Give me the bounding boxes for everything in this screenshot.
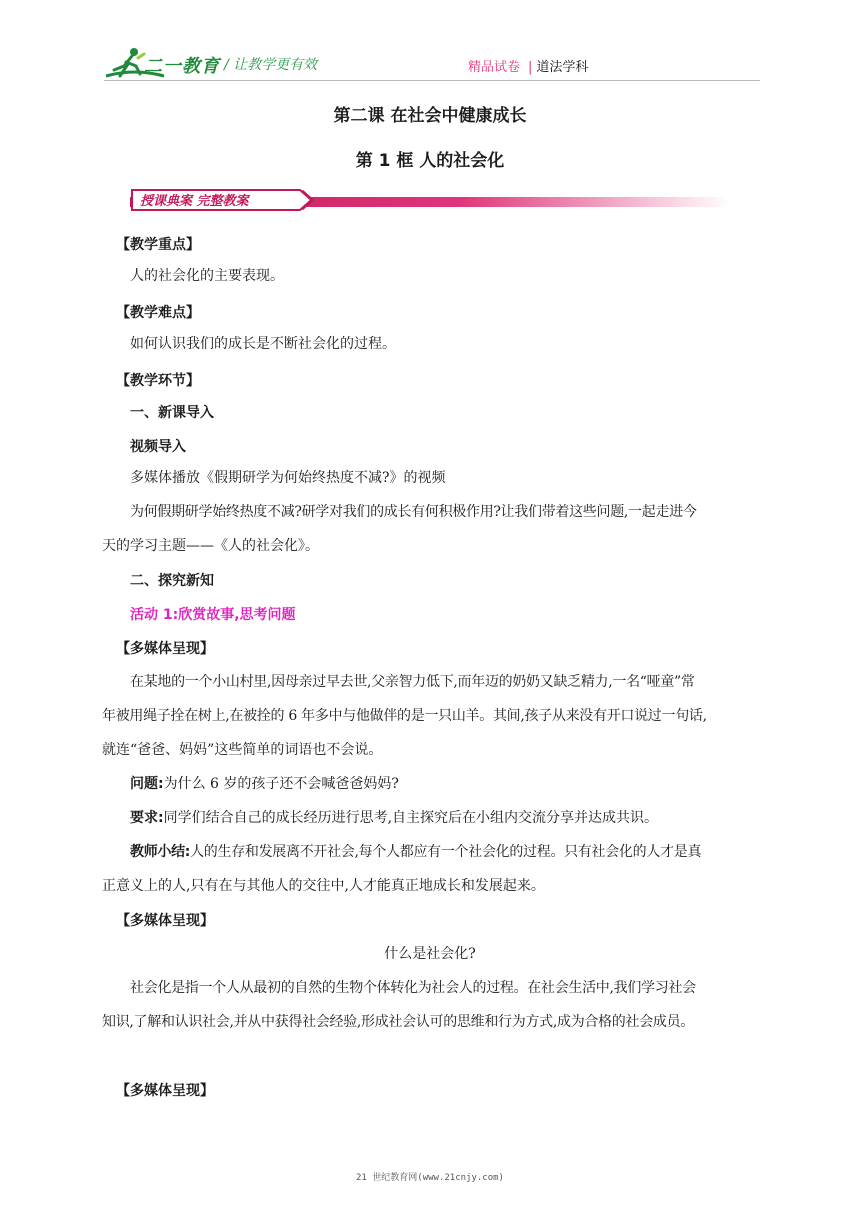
question-text: 为什么 6 岁的孩子还不会喊爸爸妈妈? (163, 776, 399, 792)
require-line (130, 808, 658, 828)
summary-label: 教师小结: (130, 844, 191, 860)
part1-heading: 一、新课导入 (130, 405, 214, 421)
video-text: 多媒体播放《假期研学为何始终热度不减?》的视频 (130, 470, 446, 486)
story-line2: 年被用绳子拴在树上,在被拴的 6 年多中与他做伴的是一只山羊。其间,孩子从来没有开口说过一句话, (102, 708, 707, 724)
what-is-heading: 什么是社会化? (384, 946, 476, 962)
key-point-heading: 【教学重点】 (116, 237, 200, 253)
difficulty-text: 如何认识我们的成长是不断社会化的过程。 (130, 336, 396, 352)
header-right (468, 56, 588, 75)
summary-line1: 人的生存和发展离不开社会,每个人都应有一个社会化的过程。只有社会化的人才是真 (190, 844, 702, 860)
subject-label: 道法学科 (536, 60, 589, 75)
media2-heading: 【多媒体呈现】 (116, 913, 214, 929)
logo-text: 二一教育 (144, 56, 220, 77)
part2-heading: 二、探究新知 (130, 573, 214, 589)
story-line3: 就连“爸爸、妈妈”这些简单的词语也不会说。 (102, 742, 383, 758)
question-label: 问题: (130, 776, 164, 792)
difficulty-heading: 【教学难点】 (116, 305, 200, 321)
definition-line1: 社会化是指一个人从最初的自然的生物个体转化为社会人的过程。在社会生活中,我们学习社会 (130, 980, 696, 996)
lesson-title: 第二课 在社会中健康成长 (333, 106, 527, 126)
separator: | (528, 60, 533, 75)
media1-heading: 【多媒体呈现】 (116, 641, 214, 657)
question-line (130, 774, 399, 794)
intro-line1: 为何假期研学始终热度不减?研学对我们的成长有何积极作用?让我们带着这些问题,一起走进今 (130, 504, 697, 520)
require-text: 同学们结合自己的成长经历进行思考,自主探究后在小组内交流分享并达成共识。 (163, 810, 659, 826)
story-line1: 在某地的一个小山村里,因母亲过早去世,父亲智力低下,而年迈的奶奶又缺乏精力,一名“哑童”常 (130, 674, 695, 690)
banner-label: 授课典案 完整教案 (140, 194, 249, 209)
definition-line2: 知识,了解和认识社会,并从中获得社会经验,形成社会认可的思维和行为方式,成为合格的社会成员。 (102, 1014, 694, 1030)
video-heading: 视频导入 (130, 439, 186, 455)
summary-line2: 正意义上的人,只有在与其他人的交往中,人才能真正地成长和发展起来。 (102, 878, 545, 894)
summary-line1-wrap (130, 842, 701, 862)
label-pink: 精品试卷 (468, 60, 521, 75)
section-title: 第 1 框 人的社会化 (355, 151, 505, 171)
key-point-text: 人的社会化的主要表现。 (130, 268, 284, 284)
media3-heading: 【多媒体呈现】 (116, 1083, 214, 1099)
activity1-heading: 活动 1:欣赏故事,思考问题 (130, 607, 296, 623)
header-divider (104, 80, 760, 81)
process-heading: 【教学环节】 (116, 373, 200, 389)
slogan: / 让教学更有效 (224, 57, 318, 73)
require-label: 要求: (130, 810, 164, 826)
intro-line2: 天的学习主题——《人的社会化》。 (102, 538, 319, 554)
footer: 21 世纪教育网(www.21cnjy.com) (356, 1173, 504, 1183)
